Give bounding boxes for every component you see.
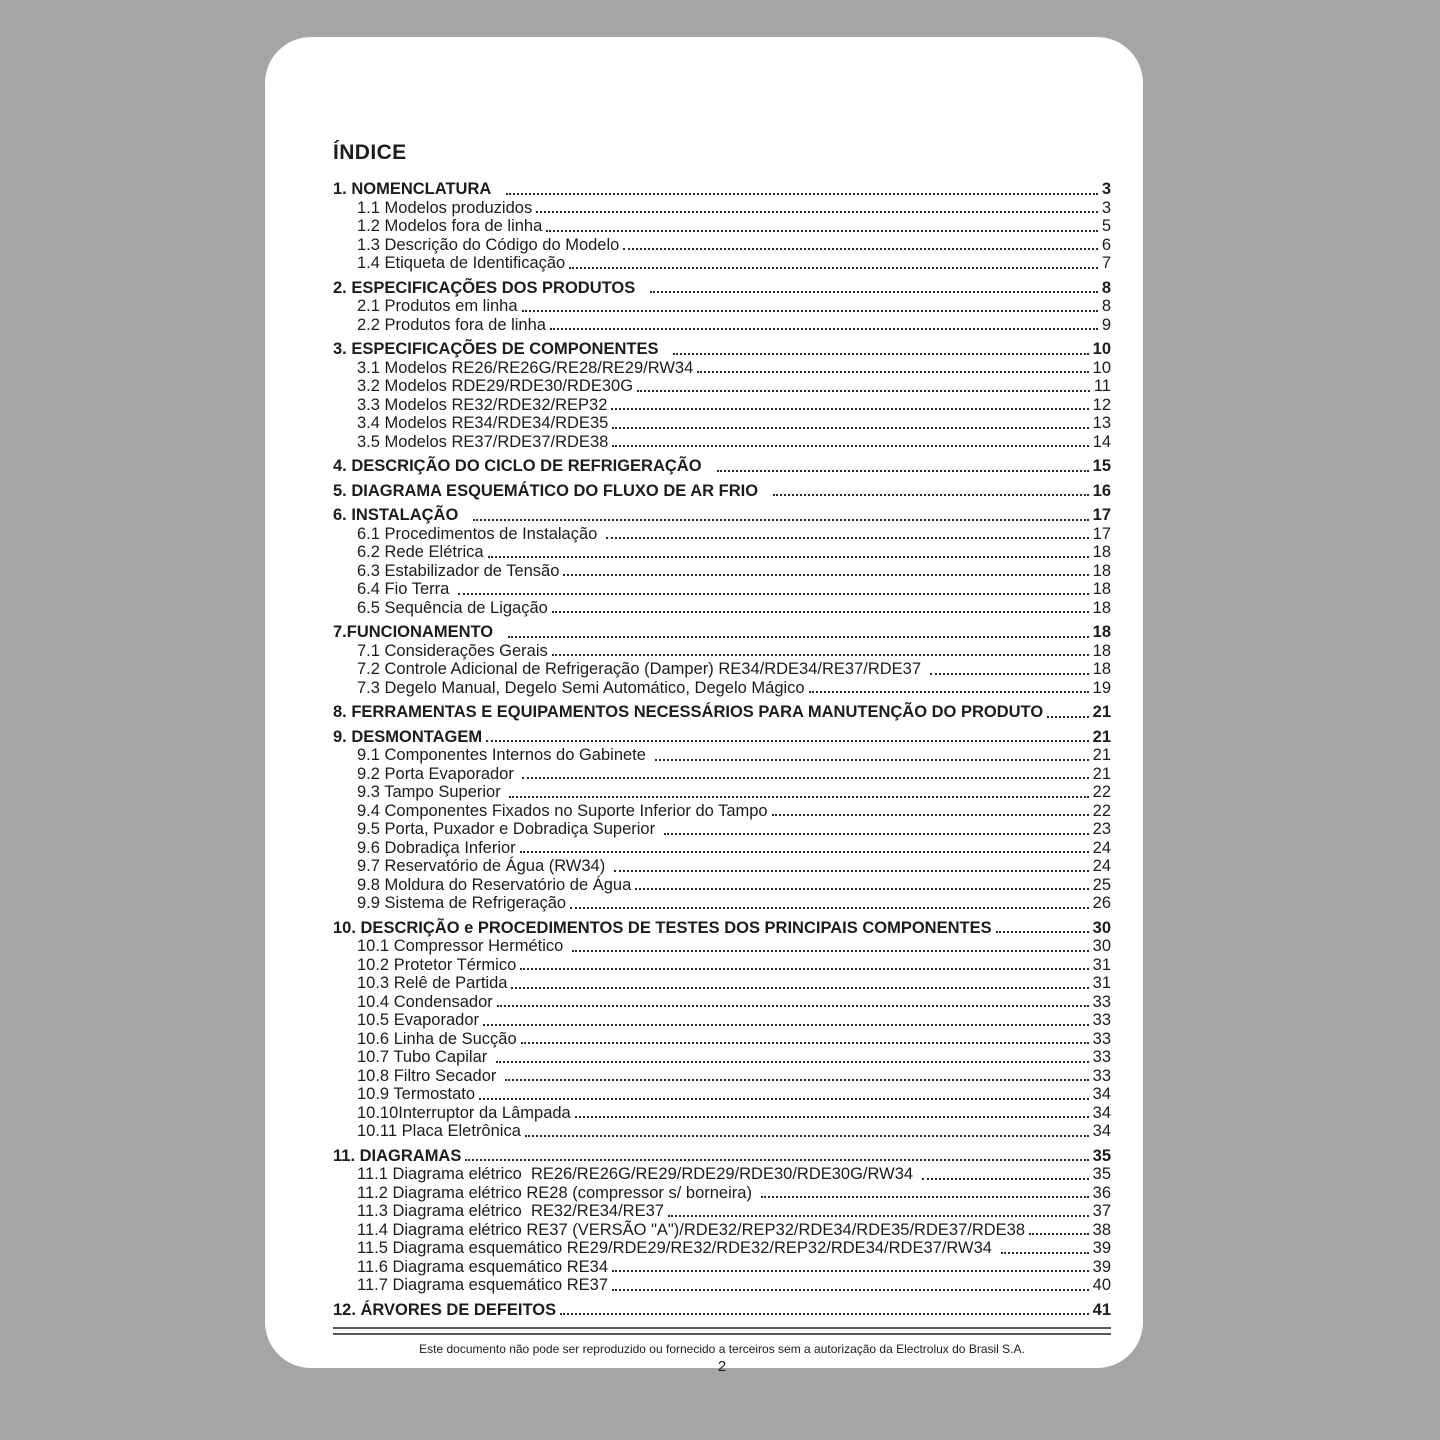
toc-entry-page: 3 <box>1101 180 1111 198</box>
toc-entry <box>333 1165 1111 1184</box>
toc-leader-dots <box>522 777 1088 779</box>
toc-leader-dots <box>496 1061 1089 1063</box>
toc-entry-page: 22 <box>1092 801 1111 820</box>
toc-entry <box>333 482 1111 501</box>
toc-entry-label: 9.9 Sistema de Refrigeração <box>357 894 567 912</box>
toc-leader-dots <box>552 611 1089 613</box>
toc-entry-page: 23 <box>1092 820 1111 838</box>
toc-entry <box>333 562 1111 581</box>
toc-entry-label: 10. DESCRIÇÃO e PROCEDIMENTOS DE TESTES DOS PRINCIPAIS COMPONENTES <box>333 918 992 937</box>
toc-entry-page: 18 <box>1092 580 1111 598</box>
toc-entry-page: 34 <box>1092 1085 1111 1103</box>
toc-entry-label: 1.2 Modelos fora de linha <box>357 217 543 235</box>
toc-leader-dots <box>511 987 1088 989</box>
toc-entry-label: 7.2 Controle Adicional de Refrigeração (Damper) RE34/RDE34/RE37/RDE37 <box>357 660 926 678</box>
toc-entry-label: 7.FUNCIONAMENTO <box>333 623 494 641</box>
toc-entry-page: 38 <box>1092 1220 1111 1239</box>
toc-leader-dots <box>497 1005 1089 1007</box>
toc-entry <box>333 377 1111 396</box>
toc-entry-label: 11. DIAGRAMAS <box>333 1146 462 1165</box>
toc-entry <box>333 783 1111 802</box>
footer-double-rule <box>333 1327 1111 1335</box>
toc-list <box>333 180 1111 1319</box>
toc-leader-dots <box>996 931 1089 933</box>
toc-entry <box>333 876 1111 895</box>
toc-entry-page: 17 <box>1092 524 1111 543</box>
toc-entry-page: 26 <box>1092 894 1111 912</box>
toc-entry <box>333 802 1111 821</box>
toc-entry-label: 9.6 Dobradiça Inferior <box>357 838 516 857</box>
toc-entry-label: 10.10Interruptor da Lâmpada <box>357 1103 571 1122</box>
toc-entry <box>333 396 1111 415</box>
toc-entry-page: 30 <box>1092 918 1111 937</box>
toc-entry-page: 18 <box>1092 543 1111 561</box>
toc-leader-dots <box>506 193 1098 195</box>
toc-entry-page: 33 <box>1092 1011 1111 1029</box>
toc-entry <box>333 728 1111 747</box>
toc-leader-dots <box>612 445 1088 447</box>
toc-leader-dots <box>673 353 1088 355</box>
toc-entry-page: 33 <box>1092 992 1111 1011</box>
toc-entry-page: 34 <box>1092 1122 1111 1140</box>
toc-entry <box>333 543 1111 562</box>
toc-leader-dots <box>611 408 1088 410</box>
toc-entry-label: 3.5 Modelos RE37/RDE37/RDE38 <box>357 432 609 451</box>
toc-entry-label: 9.3 Tampo Superior <box>357 783 506 801</box>
toc-leader-dots <box>650 291 1098 293</box>
toc-leader-dots <box>922 1178 1089 1180</box>
toc-entry-label: 6.2 Rede Elétrica <box>357 543 484 561</box>
toc-entry <box>333 217 1111 236</box>
toc-entry-page: 3 <box>1101 198 1111 217</box>
toc-leader-dots <box>614 870 1089 872</box>
toc-leader-dots <box>930 673 1089 675</box>
toc-entry <box>333 993 1111 1012</box>
toc-leader-dots <box>488 556 1089 558</box>
toc-entry-label: 11.2 Diagrama elétrico RE28 (compressor s/ borneira) <box>357 1183 757 1202</box>
toc-leader-dots <box>635 888 1088 890</box>
toc-entry-page: 18 <box>1092 598 1111 617</box>
toc-entry <box>333 1030 1111 1049</box>
toc-entry-label: 5. DIAGRAMA ESQUEMÁTICO DO FLUXO DE AR FRIO <box>333 481 759 500</box>
toc-entry <box>333 254 1111 273</box>
toc-entry-page: 30 <box>1092 937 1111 955</box>
toc-entry-page: 16 <box>1092 481 1111 500</box>
toc-leader-dots <box>569 267 1098 269</box>
toc-entry <box>333 599 1111 618</box>
toc-leader-dots <box>697 371 1088 373</box>
toc-entry-page: 35 <box>1092 1146 1111 1165</box>
toc-entry-page: 14 <box>1092 432 1111 451</box>
toc-entry-label: 9. DESMONTAGEM <box>333 727 483 746</box>
toc-entry <box>333 1202 1111 1221</box>
toc-leader-dots <box>473 519 1088 521</box>
toc-entry-page: 5 <box>1101 217 1111 235</box>
toc-entry <box>333 974 1111 993</box>
toc-entry-page: 21 <box>1092 746 1111 764</box>
toc-entry <box>333 1147 1111 1166</box>
toc-entry-page: 21 <box>1092 727 1111 746</box>
page-footer <box>333 1327 1111 1375</box>
toc-entry <box>333 199 1111 218</box>
toc-leader-dots <box>458 593 1089 595</box>
toc-entry-label: 9.2 Porta Evaporador <box>357 764 519 783</box>
toc-entry-page: 18 <box>1092 641 1111 660</box>
toc-entry <box>333 956 1111 975</box>
toc-leader-dots <box>550 328 1098 330</box>
toc-entry-label: 12. ÁRVORES DE DEFEITOS <box>333 1300 557 1319</box>
toc-entry-label: 10.1 Compressor Hermético <box>357 937 568 955</box>
toc-entry-label: 10.3 Relê de Partida <box>357 974 508 992</box>
toc-entry-label: 10.11 Placa Eletrônica <box>357 1122 521 1140</box>
toc-entry-page: 19 <box>1092 678 1111 697</box>
toc-entry-page: 33 <box>1092 1029 1111 1048</box>
toc-entry-label: 3.2 Modelos RDE29/RDE30/RDE30G <box>357 377 634 395</box>
toc-entry <box>333 297 1111 316</box>
toc-entry-label: 1. NOMENCLATURA <box>333 180 492 198</box>
toc-entry-label: 9.1 Componentes Internos do Gabinete <box>357 746 651 764</box>
toc-leader-dots <box>525 1135 1089 1137</box>
toc-entry-label: 2.1 Produtos em linha <box>357 297 518 315</box>
toc-entry-page: 24 <box>1092 838 1111 857</box>
toc-entry-label: 6.3 Estabilizador de Tensão <box>357 561 560 580</box>
toc-entry-label: 10.8 Filtro Secador <box>357 1066 501 1085</box>
toc-entry <box>333 414 1111 433</box>
toc-leader-dots <box>612 427 1088 429</box>
toc-entry-page: 17 <box>1092 506 1111 524</box>
toc-entry-page: 33 <box>1092 1048 1111 1066</box>
toc-entry <box>333 1048 1111 1067</box>
toc-entry-page: 22 <box>1092 783 1111 801</box>
toc-entry <box>333 660 1111 679</box>
toc-entry-page: 36 <box>1092 1183 1111 1202</box>
toc-leader-dots <box>521 1042 1089 1044</box>
toc-entry-page: 25 <box>1092 875 1111 894</box>
toc-entry-page: 33 <box>1092 1066 1111 1085</box>
toc-entry-page: 40 <box>1092 1276 1111 1294</box>
toc-entry <box>333 236 1111 255</box>
toc-entry-label: 11.3 Diagrama elétrico RE32/RE34/RE37 <box>357 1202 664 1220</box>
toc-entry <box>333 1221 1111 1240</box>
toc-entry-page: 13 <box>1092 414 1111 432</box>
toc-entry-label: 9.7 Reservatório de Água (RW34) <box>357 857 610 875</box>
toc-entry-page: 39 <box>1092 1239 1111 1257</box>
toc-entry <box>333 765 1111 784</box>
toc-entry-page: 8 <box>1101 297 1111 315</box>
toc-entry-page: 9 <box>1101 315 1111 334</box>
toc-entry-label: 10.4 Condensador <box>357 992 493 1011</box>
toc-entry <box>333 525 1111 544</box>
toc-entry-page: 18 <box>1092 623 1111 641</box>
toc-entry <box>333 746 1111 765</box>
toc-leader-dots <box>520 851 1089 853</box>
toc-leader-dots <box>509 796 1088 798</box>
toc-entry-label: 2. ESPECIFICAÇÕES DOS PRODUTOS <box>333 278 636 297</box>
toc-entry-page: 6 <box>1101 235 1111 254</box>
toc-entry-page: 18 <box>1092 660 1111 678</box>
toc-content <box>333 141 1111 1375</box>
toc-leader-dots <box>536 211 1098 213</box>
toc-entry-page: 41 <box>1092 1300 1111 1319</box>
toc-leader-dots <box>772 814 1089 816</box>
toc-entry <box>333 1122 1111 1141</box>
toc-entry <box>333 433 1111 452</box>
toc-leader-dots <box>505 1079 1089 1081</box>
toc-entry-page: 31 <box>1092 974 1111 992</box>
toc-entry-label: 4. DESCRIÇÃO DO CICLO DE REFRIGERAÇÃO <box>333 457 702 475</box>
toc-entry-label: 8. FERRAMENTAS E EQUIPAMENTOS NECESSÁRIOS PARA MANUTENÇÃO DO PRODUTO <box>333 703 1044 721</box>
toc-entry <box>333 703 1111 722</box>
toc-entry-label: 9.5 Porta, Puxador e Dobradiça Superior <box>357 820 660 838</box>
toc-entry <box>333 1301 1111 1320</box>
toc-entry-label: 6.1 Procedimentos de Instalação <box>357 524 602 543</box>
toc-leader-dots <box>809 691 1089 693</box>
toc-entry-page: 7 <box>1101 254 1111 272</box>
toc-entry <box>333 1184 1111 1203</box>
toc-entry-label: 11.1 Diagrama elétrico RE26/RE26G/RE29/RDE29/RDE30/RDE30G/RW34 <box>357 1165 918 1183</box>
toc-entry <box>333 1085 1111 1104</box>
toc-entry-label: 10.6 Linha de Sucção <box>357 1029 517 1048</box>
toc-entry <box>333 1011 1111 1030</box>
toc-entry <box>333 180 1111 199</box>
toc-entry <box>333 839 1111 858</box>
toc-entry <box>333 642 1111 661</box>
toc-entry <box>333 937 1111 956</box>
toc-leader-dots <box>612 1289 1089 1291</box>
toc-entry <box>333 857 1111 876</box>
toc-leader-dots <box>479 1098 1089 1100</box>
toc-leader-dots <box>773 494 1089 496</box>
toc-leader-dots <box>717 470 1089 472</box>
toc-entry-page: 34 <box>1092 1103 1111 1122</box>
toc-leader-dots <box>664 833 1089 835</box>
toc-entry-label: 6. INSTALAÇÃO <box>333 506 459 524</box>
toc-leader-dots <box>1047 716 1088 718</box>
toc-leader-dots <box>570 907 1089 909</box>
toc-entry <box>333 894 1111 913</box>
toc-entry-page: 15 <box>1092 457 1111 475</box>
toc-entry <box>333 279 1111 298</box>
toc-entry-label: 10.2 Protetor Térmico <box>357 955 517 974</box>
toc-leader-dots <box>483 1024 1089 1026</box>
toc-entry-label: 10.9 Termostato <box>357 1085 476 1103</box>
toc-leader-dots <box>575 1116 1089 1118</box>
toc-entry-label: 3.1 Modelos RE26/RE26G/RE28/RE29/RW34 <box>357 358 694 377</box>
toc-entry-label: 10.7 Tubo Capilar <box>357 1048 492 1066</box>
toc-entry-page: 24 <box>1092 857 1111 875</box>
toc-entry <box>333 359 1111 378</box>
toc-entry <box>333 679 1111 698</box>
toc-entry-label: 11.7 Diagrama esquemático RE37 <box>357 1276 608 1294</box>
toc-entry <box>333 457 1111 476</box>
page-title: ÍNDICE <box>333 141 407 164</box>
toc-leader-dots <box>606 537 1089 539</box>
toc-entry-page: 12 <box>1092 395 1111 414</box>
toc-leader-dots <box>623 248 1097 250</box>
page-number: 2 <box>717 1358 727 1375</box>
toc-entry-label: 9.8 Moldura do Reservatório de Água <box>357 875 632 894</box>
toc-entry-label: 2.2 Produtos fora de linha <box>357 315 546 334</box>
footer-disclaimer: Este documento não pode ser reproduzido ou fornecido a terceiros sem a autorização da Electrolux do Brasil S.A. <box>419 1342 1025 1356</box>
toc-leader-dots <box>637 390 1090 392</box>
toc-entry-page: 31 <box>1092 955 1111 974</box>
toc-entry-page: 35 <box>1092 1165 1111 1183</box>
toc-leader-dots <box>546 230 1098 232</box>
toc-leader-dots <box>522 310 1098 312</box>
toc-entry-label: 6.4 Fio Terra <box>357 580 454 598</box>
toc-entry-label: 3.4 Modelos RE34/RDE34/RDE35 <box>357 414 609 432</box>
toc-entry-label: 11.6 Diagrama esquemático RE34 <box>357 1257 608 1276</box>
toc-leader-dots <box>1029 1233 1089 1235</box>
toc-leader-dots <box>508 636 1089 638</box>
toc-entry-page: 39 <box>1092 1257 1111 1276</box>
toc-entry-label: 7.1 Considerações Gerais <box>357 641 548 660</box>
document-page <box>265 37 1143 1375</box>
toc-leader-dots <box>552 654 1089 656</box>
toc-leader-dots <box>761 1196 1089 1198</box>
toc-entry-page: 11 <box>1093 377 1111 395</box>
toc-leader-dots <box>668 1215 1089 1217</box>
toc-entry-label: 11.4 Diagrama elétrico RE37 (VERSÃO "A")/RDE32/REP32/RDE34/RDE35/RDE37/RDE38 <box>357 1220 1026 1239</box>
toc-entry <box>333 1239 1111 1258</box>
toc-leader-dots <box>563 574 1088 576</box>
toc-entry-label: 1.3 Descrição do Código do Modelo <box>357 235 620 254</box>
toc-leader-dots <box>520 968 1088 970</box>
toc-leader-dots <box>560 1313 1089 1315</box>
toc-entry-label: 3. ESPECIFICAÇÕES DE COMPONENTES <box>333 340 659 358</box>
toc-entry <box>333 580 1111 599</box>
toc-entry-page: 10 <box>1092 358 1111 377</box>
toc-leader-dots <box>1001 1252 1089 1254</box>
toc-leader-dots <box>612 1270 1089 1272</box>
toc-entry-label: 6.5 Sequência de Ligação <box>357 598 548 617</box>
toc-entry-label: 7.3 Degelo Manual, Degelo Semi Automático, Degelo Mágico <box>357 678 805 697</box>
toc-leader-dots <box>486 740 1089 742</box>
toc-entry <box>333 1276 1111 1295</box>
toc-leader-dots <box>572 950 1089 952</box>
toc-leader-dots <box>655 759 1089 761</box>
toc-entry-page: 8 <box>1101 278 1111 297</box>
toc-entry-label: 1.4 Etiqueta de Identificação <box>357 254 566 272</box>
toc-entry-label: 9.4 Componentes Fixados no Suporte Inferior do Tampo <box>357 801 768 820</box>
toc-entry-label: 10.5 Evaporador <box>357 1011 480 1029</box>
toc-entry-page: 21 <box>1092 703 1111 721</box>
toc-entry <box>333 340 1111 359</box>
toc-entry-label: 3.3 Modelos RE32/RDE32/REP32 <box>357 395 608 414</box>
toc-entry-page: 18 <box>1092 561 1111 580</box>
toc-entry <box>333 1067 1111 1086</box>
toc-entry-page: 21 <box>1092 764 1111 783</box>
toc-entry <box>333 316 1111 335</box>
toc-entry-label: 1.1 Modelos produzidos <box>357 198 533 217</box>
toc-entry <box>333 1104 1111 1123</box>
toc-entry <box>333 919 1111 938</box>
toc-entry <box>333 820 1111 839</box>
toc-entry-page: 10 <box>1092 340 1111 358</box>
toc-entry <box>333 506 1111 525</box>
toc-entry <box>333 1258 1111 1277</box>
toc-entry-label: 11.5 Diagrama esquemático RE29/RDE29/RE32/RDE32/REP32/RDE34/RDE37/RW34 <box>357 1239 997 1257</box>
toc-leader-dots <box>465 1159 1088 1161</box>
toc-entry-page: 37 <box>1092 1202 1111 1220</box>
toc-entry <box>333 623 1111 642</box>
